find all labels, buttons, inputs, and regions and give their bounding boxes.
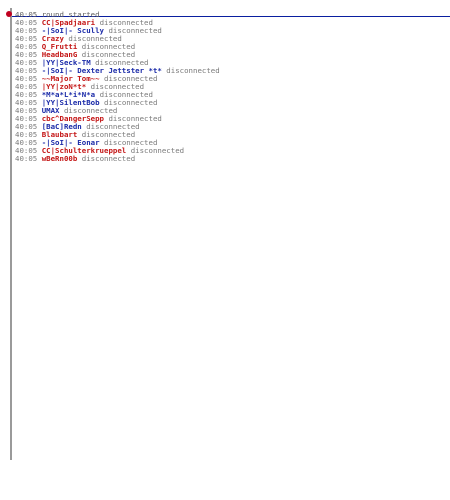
timestamp: 40:05 (15, 58, 38, 67)
player-name: cbc^DangerSepp (41, 114, 104, 123)
event-text: disconnected (90, 82, 145, 91)
round-started-text: round started (41, 10, 100, 19)
timestamp: 40:05 (15, 98, 38, 107)
timestamp: 40:05 (15, 18, 38, 27)
event-text: disconnected (86, 122, 140, 131)
event-text: disconnected (104, 98, 158, 107)
event-text: disconnected (108, 26, 162, 35)
left-border (10, 8, 12, 460)
player-name: |YY|zoN*t* (41, 82, 87, 91)
player-name: UMAX (41, 106, 60, 115)
player-name: Blaubart (41, 130, 78, 139)
timestamp: 40:05 (15, 26, 38, 35)
event-text: disconnected (95, 58, 149, 67)
log-lines (15, 19, 445, 163)
player-name: |YY|SilentBob (41, 98, 100, 107)
player-name: [BaC]Redn (41, 122, 82, 131)
log-line (15, 155, 445, 163)
timestamp: 40:05 (15, 74, 38, 83)
event-text: disconnected (81, 42, 136, 51)
player-name: -|SoI|- Eonar (41, 138, 100, 147)
event-text: disconnected (99, 90, 153, 99)
player-name: CC|Spadjaari (41, 18, 96, 27)
event-text: disconnected (81, 50, 136, 59)
player-name: |YY|Seck-TM (41, 58, 91, 67)
timestamp: 40:05 (15, 138, 38, 147)
timestamp: 40:05 (15, 130, 38, 139)
player-name: Crazy (41, 34, 64, 43)
event-text: disconnected (130, 146, 185, 155)
event-text: disconnected (81, 154, 136, 163)
timestamp: 40:05 (15, 66, 38, 75)
timestamp: 40:05 (15, 90, 38, 99)
event-text: disconnected (108, 114, 162, 123)
timestamp: 40:05 (15, 106, 38, 115)
player-name: Q_Frutti (41, 42, 78, 51)
event-text: disconnected (99, 18, 153, 27)
event-text: disconnected (104, 138, 158, 147)
timestamp: 40:05 (15, 10, 38, 19)
player-name: CC|Schulterkrueppel (41, 146, 127, 155)
timestamp: 40:05 (15, 42, 38, 51)
player-name: -|SoI|- Dexter Jettster *t* (41, 66, 162, 75)
timestamp: 40:05 (15, 50, 38, 59)
timestamp: 40:05 (15, 114, 38, 123)
timestamp: 40:05 (15, 146, 38, 155)
timestamp: 40:05 (15, 154, 38, 163)
event-log (15, 11, 445, 163)
player-name: wBeRn00b (41, 154, 78, 163)
event-text: disconnected (104, 74, 158, 83)
timestamp: 40:05 (15, 82, 38, 91)
event-text: disconnected (68, 34, 122, 43)
player-name: *M*a*L*i*N*a (41, 90, 96, 99)
event-text: disconnected (63, 106, 118, 115)
player-name: ~~Major Tom~~ (41, 74, 100, 83)
event-text: disconnected (81, 130, 136, 139)
event-text: disconnected (166, 66, 220, 75)
player-name: HeadbanG (41, 50, 78, 59)
timestamp: 40:05 (15, 34, 38, 43)
timestamp: 40:05 (15, 122, 38, 131)
player-name: -|SoI|- Scully (41, 26, 104, 35)
